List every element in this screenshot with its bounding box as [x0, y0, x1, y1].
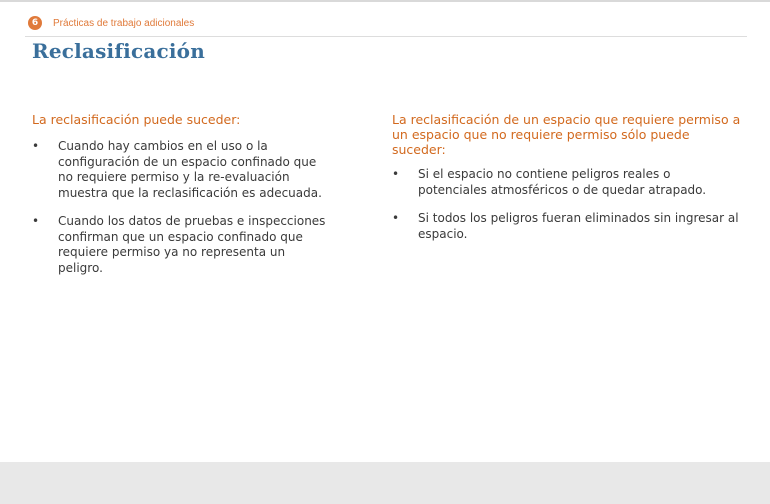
bullet-marker: •	[32, 139, 40, 153]
footer-band	[0, 462, 770, 504]
header-divider	[25, 36, 747, 37]
section-label: Prácticas de trabajo adicionales	[53, 17, 195, 29]
section-header	[28, 14, 194, 32]
top-divider	[0, 0, 770, 2]
bullet-marker: •	[392, 211, 400, 225]
bullet-text: Cuando los datos de pruebas e inspecciones confirman que un espacio confinado que requiere permiso ya no representa un peligro.	[58, 214, 326, 275]
page-title: Reclasificación	[32, 39, 205, 63]
right-column	[392, 112, 742, 242]
bullet-text: Si todos los peligros fueran eliminados sin ingresar al espacio.	[418, 211, 739, 241]
bullet-text: Cuando hay cambios en el uso o la configuración de un espacio confinado que no requiere permiso y la re-evaluación muestra que la reclasificación es adecuada.	[58, 139, 322, 200]
section-number-badge: 6	[28, 16, 42, 30]
list-item	[392, 211, 742, 242]
bullet-marker: •	[32, 214, 40, 228]
bullet-marker: •	[392, 167, 400, 181]
list-item	[32, 139, 332, 201]
bullet-text: Si el espacio no contiene peligros reales o potenciales atmosféricos o de quedar atrapado.	[418, 167, 707, 197]
left-column-heading: La reclasificación puede suceder:	[32, 112, 241, 127]
right-bullet-list	[392, 167, 742, 242]
list-item	[32, 214, 332, 276]
list-item	[392, 167, 742, 198]
left-bullet-list	[32, 139, 332, 276]
right-column-heading: La reclasificación de un espacio que requiere permiso a un espacio que no requiere permiso sólo puede suceder:	[392, 112, 741, 157]
left-column	[32, 112, 332, 276]
